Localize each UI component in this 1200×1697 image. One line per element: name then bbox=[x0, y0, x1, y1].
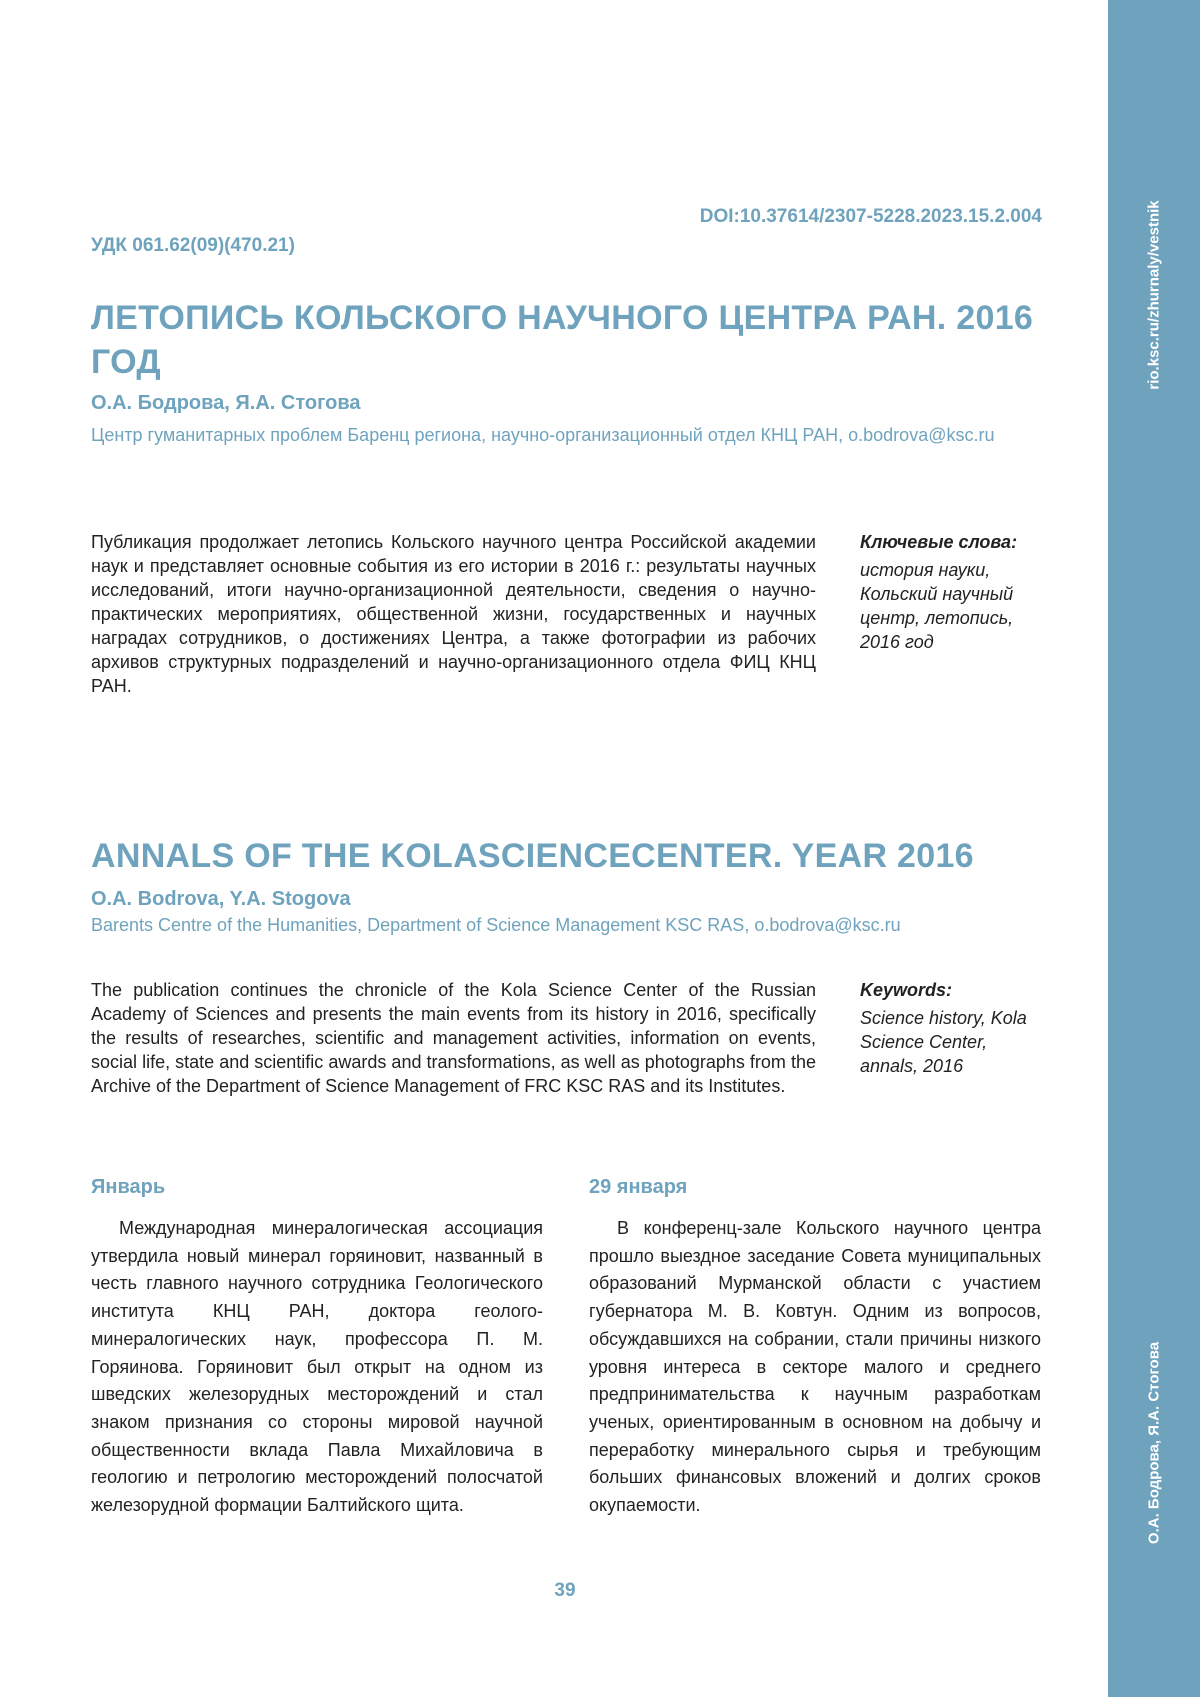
section-text: Международная минералогическая ассоциация утвердила новый минерал горяиновит, названный в честь главного научного сотрудника Геологического института КНЦ РАН, доктора геолого-минералогических наук, профессора П. М. Горяинова. Горяиновит был открыт на одном из шведских железорудных месторождений и стал знаком признания со стороны мировой научной общественности вклада Павла Михайловича в геологию и петрологию месторождений полосчатой железорудной формации Балтийского щита. bbox=[91, 1218, 543, 1516]
section-heading: Январь bbox=[91, 1176, 166, 1198]
affiliation-en: Barents Centre of the Humanities, Department of Science Management KSC RAS, o.bodrova@ksc.ru bbox=[91, 915, 901, 935]
udk-code: УДК 061.62(09)(470.21) bbox=[91, 235, 295, 256]
page-number: 39 bbox=[554, 1580, 576, 1601]
article-title-en: ANNALS OF THE KOLASCIENCECENTER. YEAR 2016 bbox=[91, 837, 974, 875]
running-authors: О.А. Бодрова, Я.А. Стогова bbox=[1145, 1341, 1163, 1545]
doi[interactable]: DOI:10.37614/2307-5228.2023.15.2.004 bbox=[699, 206, 1042, 227]
article-title-ru: ЛЕТОПИСЬ КОЛЬСКОГО НАУЧНОГО ЦЕНТРА РАН. 2016 ГОД bbox=[91, 299, 1034, 381]
affiliation-ru: Центр гуманитарных проблем Баренц региона, научно-организационный отдел КНЦ РАН, o.bodrova@ksc.ru bbox=[91, 425, 995, 445]
keywords-title-ru: Ключевые слова: bbox=[860, 532, 1018, 552]
keywords-en bbox=[860, 978, 1050, 1078]
keywords-title-en: Keywords: bbox=[860, 980, 953, 1000]
authors-ru: О.А. Бодрова, Я.А. Стогова bbox=[91, 392, 361, 414]
section-heading: 29 января bbox=[589, 1176, 688, 1198]
abstract-ru: Публикация продолжает летопись Кольского научного центра Российской академии наук и представляет основные события из его истории в 2016 г.: результаты научных исследований, итоги научно-организационной деятельности, сведения о научно-практических мероприятиях, общественной жизни, государственных и научных наградах сотрудников, о достижениях Центра, а также фотографии из рабочих архивов структурных подразделений и научно-организационного отдела ФИЦ КНЦ РАН. bbox=[91, 532, 816, 696]
section-january bbox=[91, 1176, 543, 1520]
keywords-ru bbox=[860, 530, 1050, 654]
authors-en: O.A. Bodrova, Y.A. Stogova bbox=[91, 888, 351, 910]
section-text: В конференц-зале Кольского научного центра прошло выездное заседание Совета муниципальных образований Мурманской области с участием губернатора М. В. Ковтун. Одним из вопросов, обсуждавшихся на собрании, стали причины низкого уровня интереса в секторе малого и среднего предпринимательства к научным разработкам ученых, ориентированным в основном на добычу и переработку минерального сырья и требующим больших финансовых вложений и долгих сроков окупаемости. bbox=[589, 1218, 1041, 1516]
keywords-list-ru: история науки, Кольский научный центр, летопись, 2016 год bbox=[860, 560, 1014, 652]
keywords-list-en: Science history, Kola Science Center, annals, 2016 bbox=[860, 1008, 1027, 1076]
journal-url[interactable]: rio.ksc.ru/zhurnaly/vestnik bbox=[1145, 200, 1163, 390]
section-january-29 bbox=[589, 1176, 1041, 1520]
sidebar-band bbox=[1108, 0, 1200, 1697]
abstract-en: The publication continues the chronicle of the Kola Science Center of the Russian Academy of Sciences and presents the main events from its history in 2016, specifically the results of researches, scientific and management activities, information on events, social life, state and scientific awards and transformations, as well as photographs from the Archive of the Department of Science Management of FRC KSC RAS and its Institutes. bbox=[91, 980, 816, 1096]
